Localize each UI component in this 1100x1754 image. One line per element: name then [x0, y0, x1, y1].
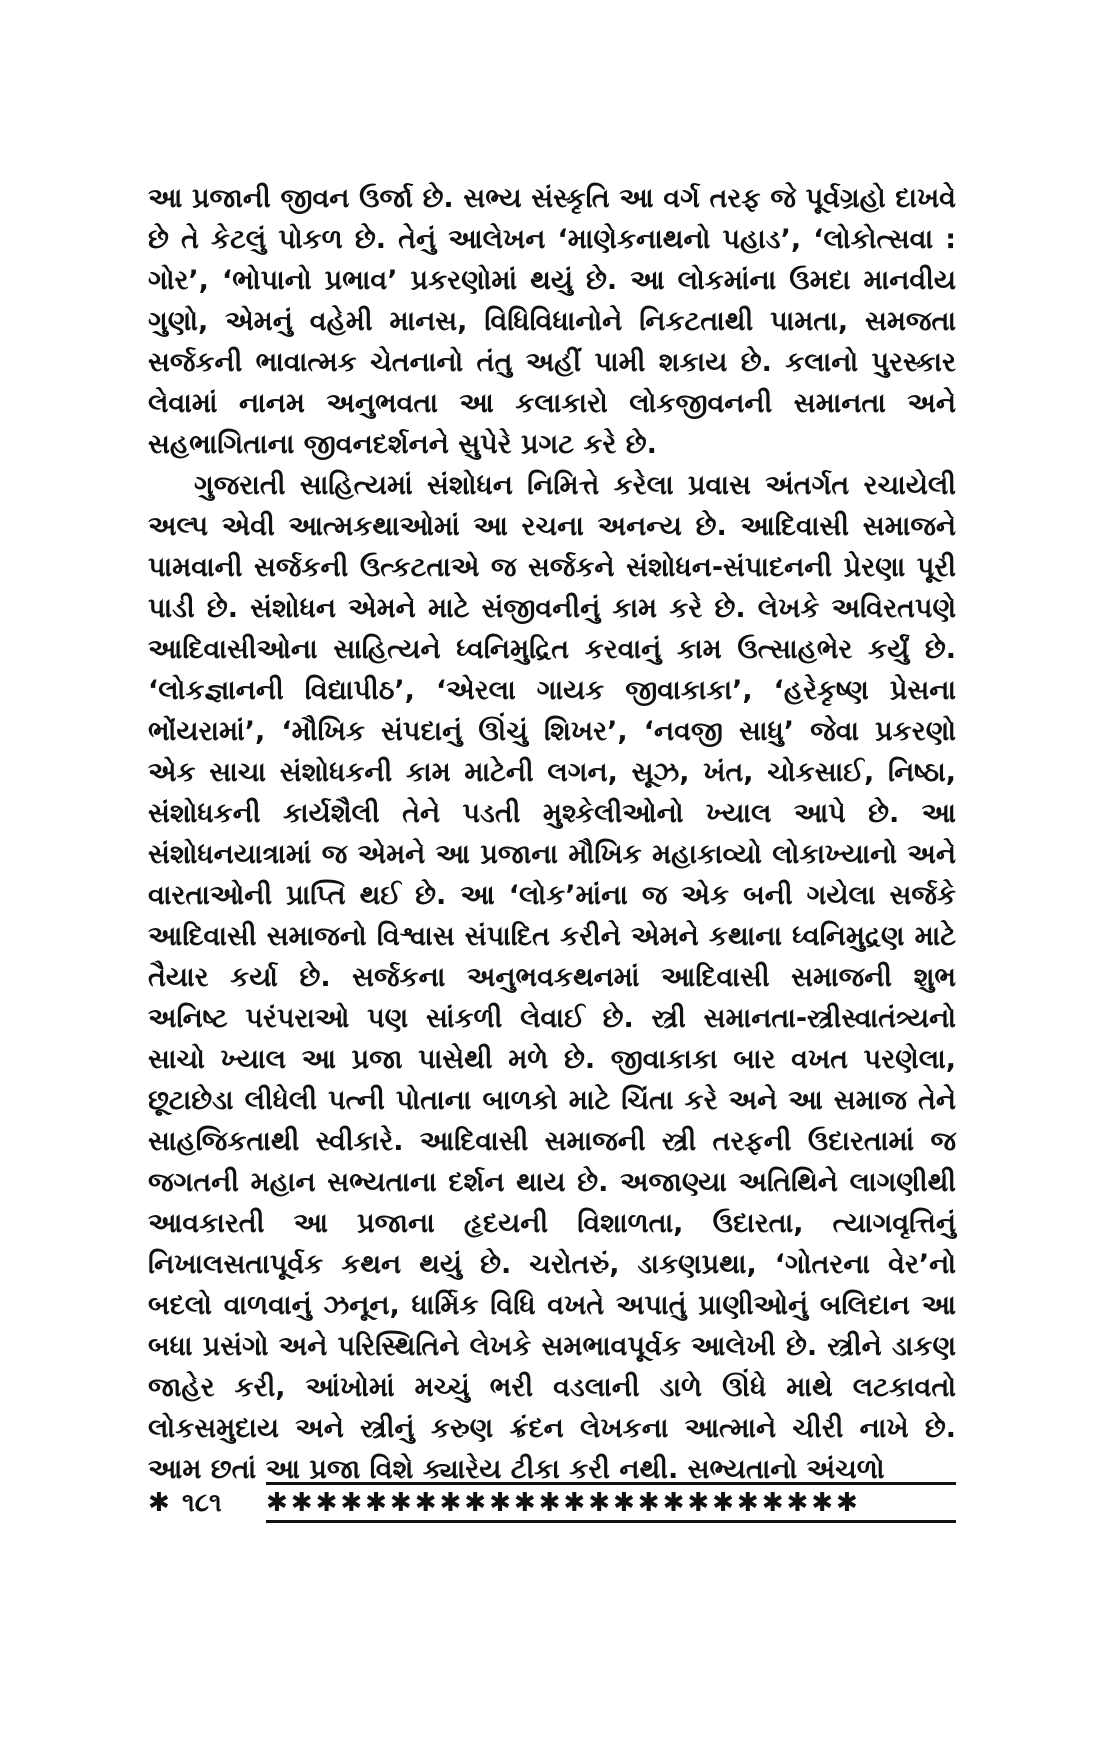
page-footer	[148, 1482, 956, 1534]
star-ornament: ✱	[148, 1488, 170, 1518]
footer-rule-top	[266, 1482, 956, 1485]
body-text	[148, 178, 956, 1490]
star-border: ✱✱✱✱✱✱✱✱✱✱✱✱✱✱✱✱✱✱✱✱✱✱✱✱	[266, 1488, 861, 1518]
paragraph-1: આ પ્રજાની જીવન ઉર્જા છે. સભ્ય સંસ્કૃતિ આ વર્ગ તરફ જે પૂર્વગ્રહો દાખવે છે તે કેટલું પોકળ છે. તેનું આલેખન ‘માણેકનાથનો પહાડ’, ‘લોકોત્સવા : ગોર’, ‘ભોપાનો પ્રભાવ’ પ્રકરણોમાં થયું છે. આ લોકમાંના ઉમદા માનવીય ગુણો, એમનું વહેમી માનસ, વિધિવિધાનોને નિકટતાથી પામતા, સમજતા સર્જકની ભાવાત્મક ચેતનાનો તંતુ અહીં પામી શકાય છે. કલાનો પુરસ્કાર લેવામાં નાનમ અનુભવતા આ કલાકારો લોકજીવનની સમાનતા અને સહભાગિતાના જીવનદર્શનને સુપેરે પ્રગટ કરે છે.	[148, 183, 956, 460]
page-number: ૧૮૧	[182, 1488, 222, 1518]
paragraph-2: ગુજરાતી સાહિત્યમાં સંશોધન નિમિત્તે કરેલા પ્રવાસ અંતર્ગત રચાયેલી અલ્પ એવી આત્મકથાઓમાં આ રચના અનન્ય છે. આદિવાસી સમાજને પામવાની સર્જકની ઉત્કટતાએ જ સર્જકને સંશોધન-સંપાદનની પ્રેરણા પૂરી પાડી છે. સંશોધન એમને માટે સંજીવનીનું કામ કરે છે. લેખકે અવિરતપણે આદિવાસીઓના સાહિત્યને ધ્વનિમુદ્રિત કરવાનું કામ ઉત્સાહભેર કર્યું છે. ‘લોકજ્ઞાનની વિદ્યાપીઠ’, ‘એરલા ગાયક જીવાકાકા’, ‘હરેકૃષ્ણ પ્રેસના ભોંયરામાં’, ‘મૌખિક સંપદાનું ઊંચું શિખર’, ‘નવજી સાધુ’ જેવા પ્રકરણો એક સાચા સંશોધકની કામ માટેની લગન, સૂઝ, ખંત, ચોકસાઈ, નિષ્ઠા, સંશોધકની કાર્યશૈલી તેને પડતી મુશ્કેલીઓનો ખ્યાલ આપે છે. આ સંશોધનયાત્રામાં જ એમને આ પ્રજાના મૌખિક મહાકાવ્યો લોકાખ્યાનો અને વારતાઓની પ્રાપ્તિ થઈ છે. આ ‘લોક’માંના જ એક બની ગયેલા સર્જકે આદિવાસી સમાજનો વિશ્વાસ સંપાદિત કરીને એમને કથાના ધ્વનિમુદ્રણ માટે તૈયાર કર્યા છે. સર્જકના અનુભવકથનમાં આદિવાસી સમાજની શુભ અનિષ્ટ પરંપરાઓ પણ સાંકળી લેવાઈ છે. સ્ત્રી સમાનતા-સ્ત્રીસ્વાતંત્ર્યનો સાચો ખ્યાલ આ પ્રજા પાસેથી મળે છે. જીવાકાકા બાર વખત પરણેલા, છૂટાછેડા લીધેલી પત્ની પોતાના બાળકો માટે ચિંતા કરે અને આ સમાજ તેને સાહજિકતાથી સ્વીકારે. આદિવાસી સમાજની સ્ત્રી તરફની ઉદારતામાં જ જગતની મહાન સભ્યતાના દર્શન થાય છે. અજાણ્યા અતિથિને લાગણીથી આવકારતી આ પ્રજાના હૃદયની વિશાળતા, ઉદારતા, ત્યાગવૃત્તિનું નિખાલસતાપૂર્વક કથન થયું છે. ચરોતરું, ડાકણપ્રથા, ‘ગોતરના વેર’નો બદલો વાળવાનું ઝનૂન, ધાર્મિક વિધિ વખતે અપાતું પ્રાણીઓનું બલિદાન આ બધા પ્રસંગો અને પરિસ્થિતિને લેખકે સમભાવપૂર્વક આલેખી છે. સ્ત્રીને ડાકણ જાહેર કરી, આંખોમાં મચ્ચું ભરી વડલાની ડાળે ઊંધે માથે લટકાવતો લોકસમુદાય અને સ્ત્રીનું કરુણ ક્રંદન લેખકના આત્માને ચીરી નાખે છે. આમ છતાં આ પ્રજા વિશે ક્યારેય ટીકા કરી નથી. સભ્યતાનો અંચળો	[148, 470, 956, 1485]
footer-rule-bottom	[266, 1520, 956, 1523]
